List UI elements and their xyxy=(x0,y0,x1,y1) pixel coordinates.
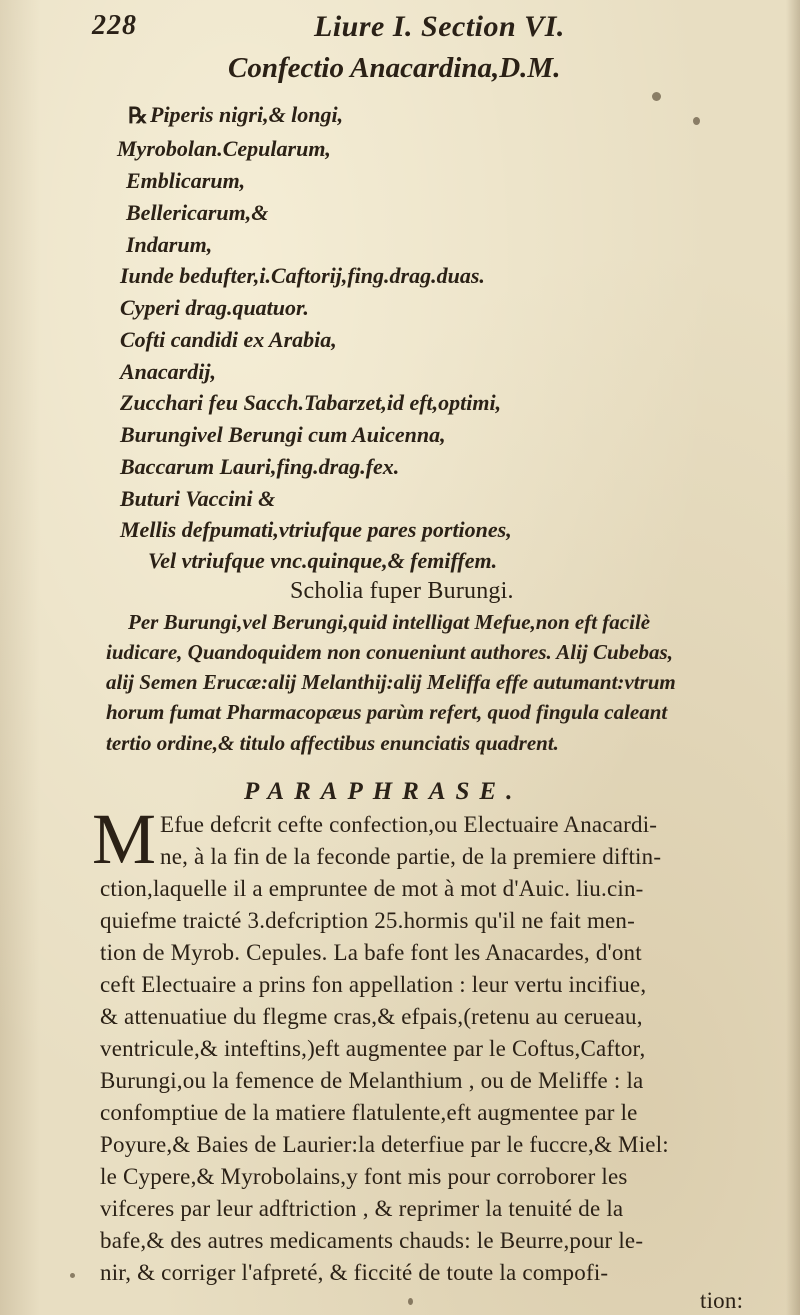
drop-cap: M xyxy=(92,799,157,879)
recipe-line: Iunde bedufter,i.Caftorij,fing.drag.duas. xyxy=(120,263,485,288)
scholia-line: iudicare, Quandoquidem non conueniunt authores. Alij Cubebas, xyxy=(106,640,673,664)
paraphrase-line: confomptiue de la matiere flatulente,eft augmentee par le xyxy=(100,1100,638,1125)
ink-spot xyxy=(408,1298,413,1305)
paraphrase-line: bafe,& des autres medicaments chauds: le Beurre,pour le- xyxy=(100,1228,644,1253)
recipe-line: Buturi Vaccini & xyxy=(120,486,276,511)
recipe-title: Confectio Anacardina,D.M. xyxy=(228,52,561,84)
running-title: Liure I. Section VI. xyxy=(314,10,565,43)
recipe-line: Indarum, xyxy=(126,232,213,257)
running-head xyxy=(92,10,782,50)
recipe-symbol: ℞ xyxy=(128,103,148,128)
recipe-line: Cyperi drag.quatuor. xyxy=(120,295,309,320)
recipe-line: Zucchari feu Sacch.Tabarzet,id eft,optimi, xyxy=(120,390,502,415)
paraphrase-line: nir, & corriger l'afpreté, & ficcité de toute la compofi- xyxy=(100,1260,609,1285)
recipe-line: Cofti candidi ex Arabia, xyxy=(120,327,337,352)
recipe-line: Vel vtriufque vnc.quinque,& femiffem. xyxy=(148,548,498,573)
scholia-line: horum fumat Pharmacopæus parùm refert, quod fingula caleant xyxy=(106,700,668,724)
recipe-line: Piperis nigri,& longi, xyxy=(150,102,344,127)
paraphrase-line: le Cypere,& Myrobolains,y font mis pour corroborer les xyxy=(100,1164,628,1189)
paraphrase-line: ne, à la fin de la feconde partie, de la premiere diftin- xyxy=(160,844,662,869)
recipe-line: Mellis defpumati,vtriufque pares portiones, xyxy=(120,517,512,542)
paraphrase-heading: PARAPHRASE. xyxy=(244,778,523,805)
page-number: 228 xyxy=(92,10,137,41)
ink-spot xyxy=(693,117,700,125)
paraphrase-line: & attenuatiue du flegme cras,& efpais,(retenu au cerueau, xyxy=(100,1004,643,1029)
recipe-line: Emblicarum, xyxy=(126,168,246,193)
recipe-line: Baccarum Lauri,fing.drag.fex. xyxy=(120,454,400,479)
paraphrase-line: vifceres par leur adftriction , & reprimer la tenuité de la xyxy=(100,1196,624,1221)
scholia-line: alij Semen Erucæ:alij Melanthij:alij Meliffa effe autumant:vtrum xyxy=(106,670,676,694)
paraphrase-line: ceft Electuaire a prins fon appellation : leur vertu incifiue, xyxy=(100,972,647,997)
paraphrase-line: ction,laquelle il a empruntee de mot à mot d'Auic. liu.cin- xyxy=(100,876,644,901)
paraphrase-line: ventricule,& inteftins,)eft augmentee par le Coftus,Caftor, xyxy=(100,1036,646,1061)
recipe-line: Bellericarum,& xyxy=(126,200,269,225)
paraphrase-line: Poyure,& Baies de Laurier:la deterfiue par le fuccre,& Miel: xyxy=(100,1132,669,1157)
recipe-line: Myrobolan.Cepularum, xyxy=(117,136,331,161)
scholia-line: tertio ordine,& titulo affectibus enunciatis quadrent. xyxy=(106,731,559,755)
paraphrase-line: tion de Myrob. Cepules. La bafe font les Anacardes, d'ont xyxy=(100,940,642,965)
ink-spot xyxy=(652,92,661,101)
recipe-line: Burungivel Berungi cum Auicenna, xyxy=(120,422,446,447)
paraphrase-line: Burungi,ou la femence de Melanthium , ou de Meliffe : la xyxy=(100,1068,644,1093)
catchword: tion: xyxy=(700,1288,744,1313)
paraphrase-line: Efue defcrit cefte confection,ou Electuaire Anacardi- xyxy=(160,812,658,837)
scholia-heading: Scholia fuper Burungi. xyxy=(290,578,514,604)
ink-spot xyxy=(70,1273,75,1278)
paraphrase-line: quiefme traicté 3.defcription 25.hormis qu'il ne fait men- xyxy=(100,908,635,933)
recipe-line: Anacardij, xyxy=(120,359,216,384)
scholia-line: Per Burungi,vel Berungi,quid intelligat Mefue,non eft facilè xyxy=(128,610,651,634)
